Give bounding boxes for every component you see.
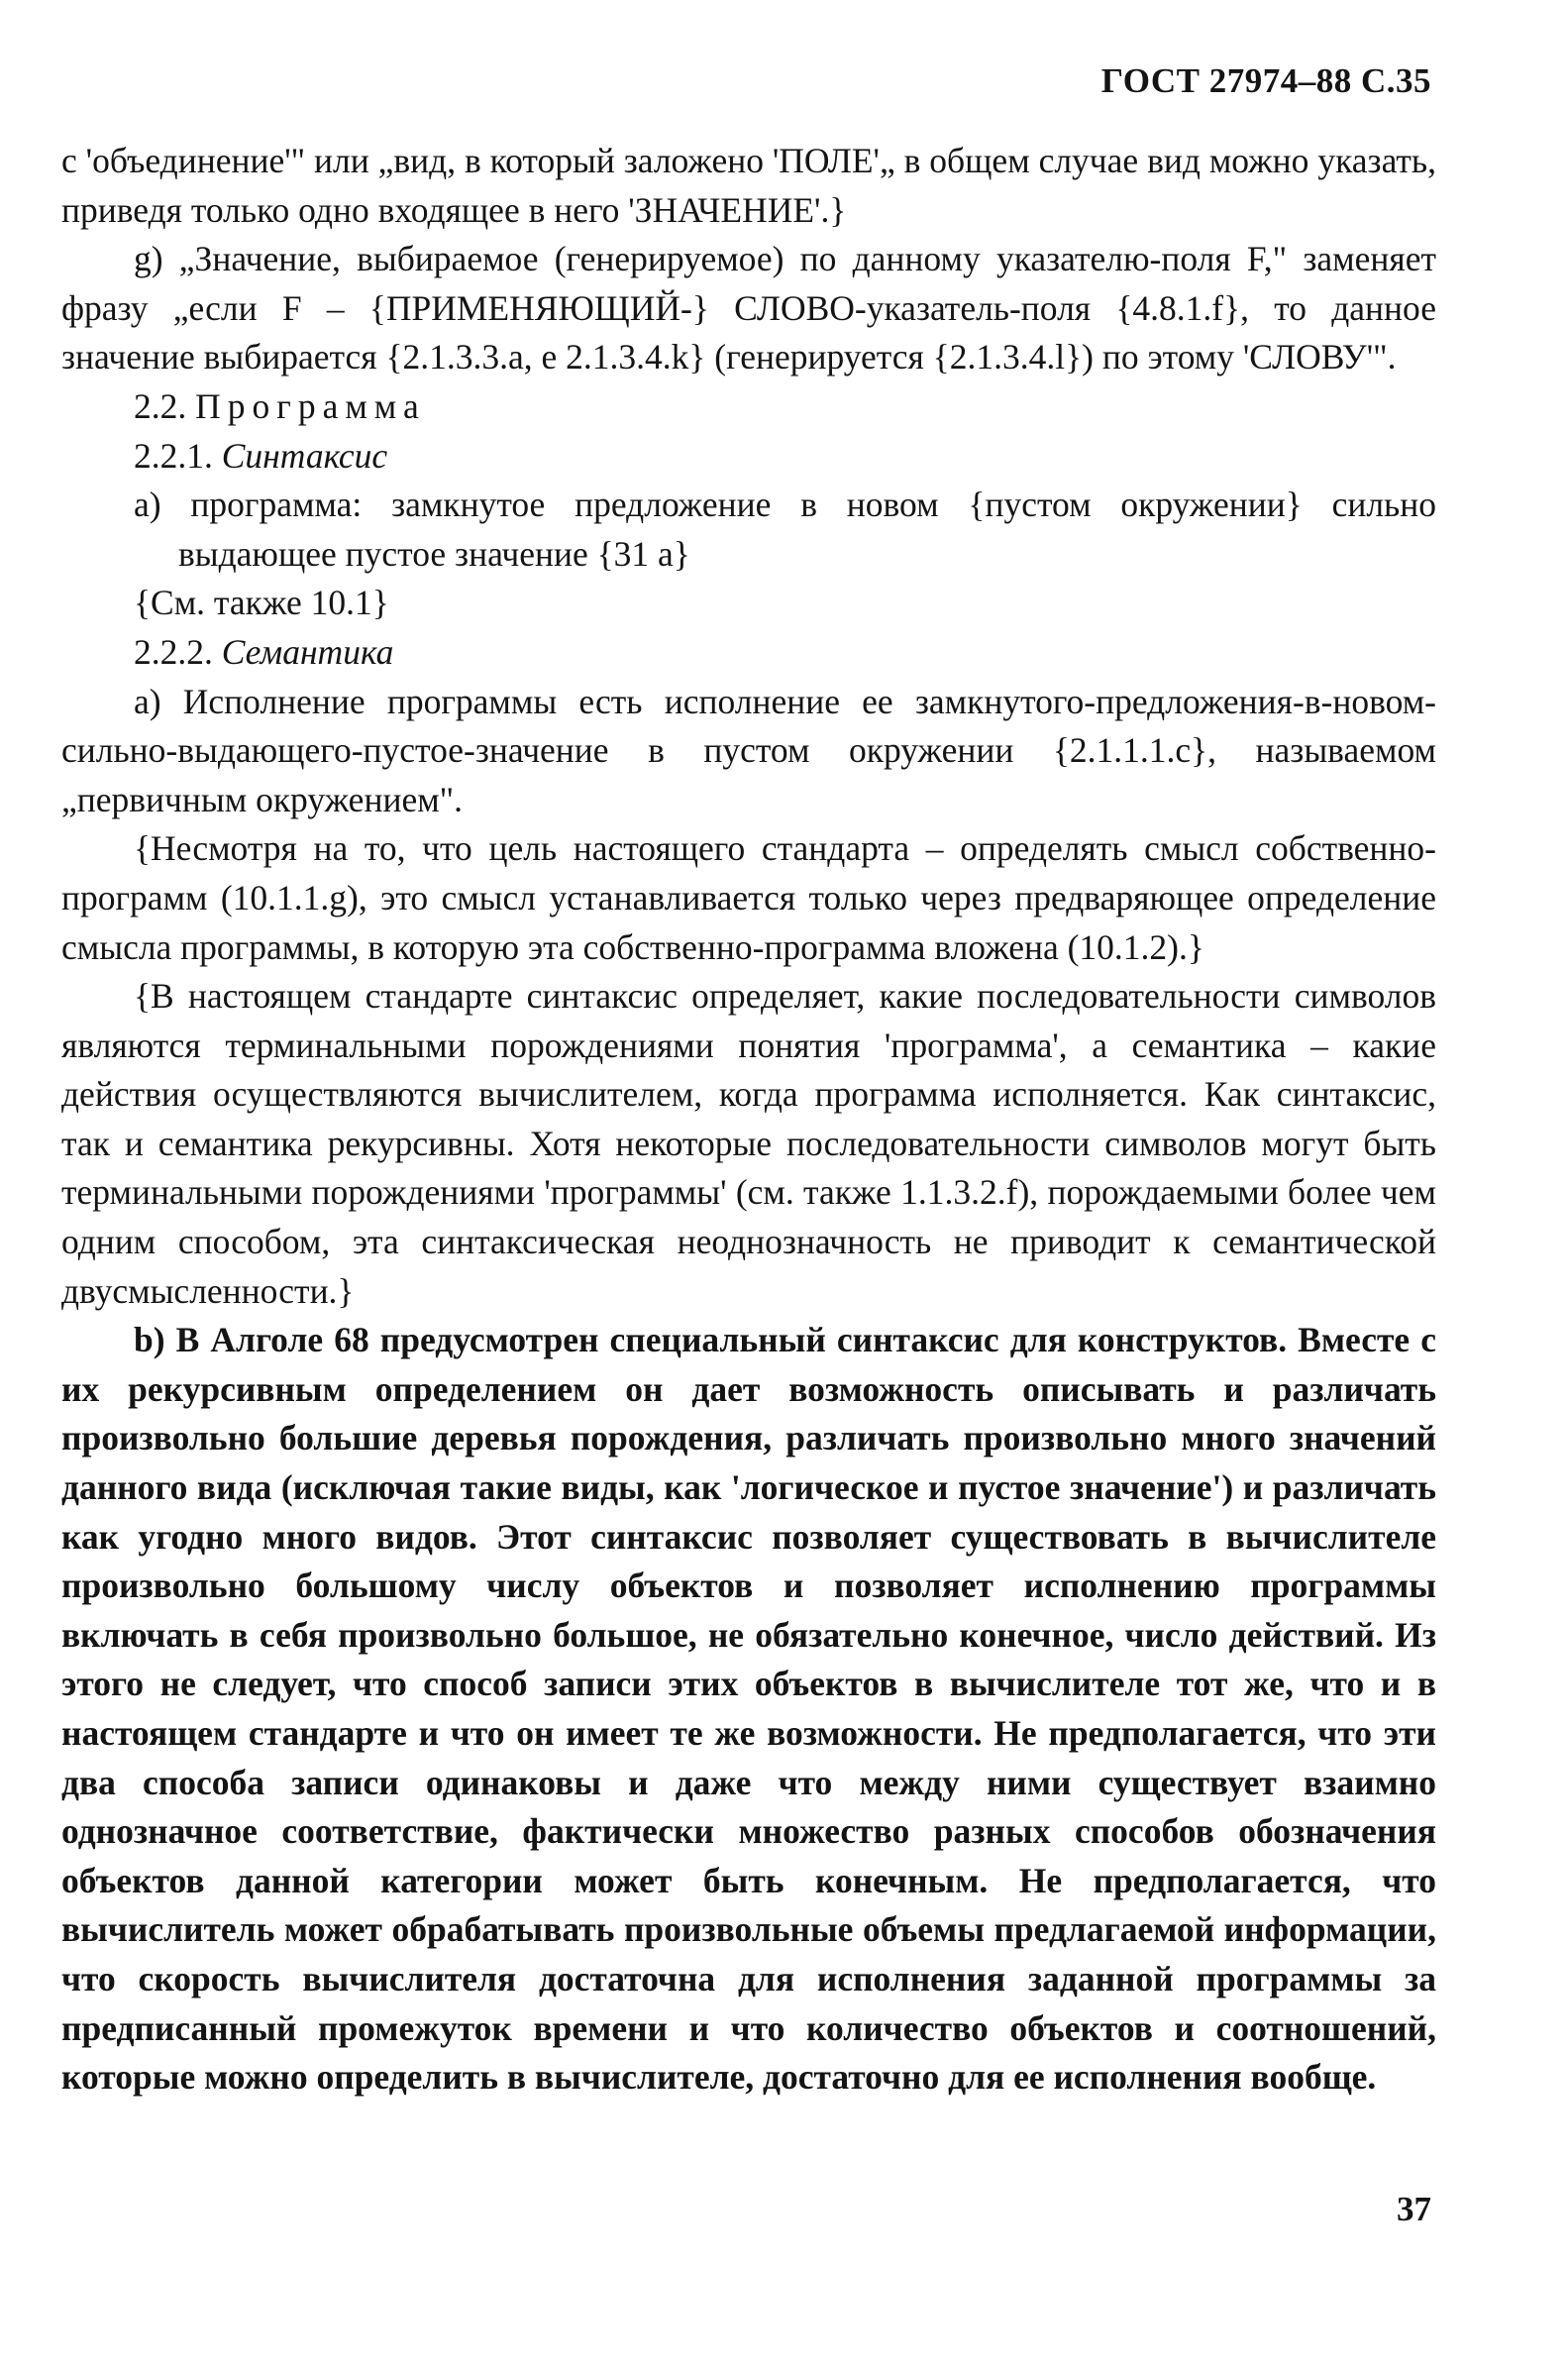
section-title: Программа [195, 385, 426, 426]
subsection-heading-semantics [61, 628, 1436, 678]
paragraph-note-syntax-semantics: {В настоящем стандарте синтаксис определяет, какие последовательности символов являются терминальными порождениями понятия 'программа', а семантика – какие действия осуществляются вычислителем, когда программа исполняется. Как синтаксис, так и семантика рекурсивны. Хотя некоторые последовательности символов могут быть терминальными порождениями 'программы' (см. также 1.1.3.2.f), порождаемыми более чем одним способом, эта синтаксическая неоднозначность не приводит к семантической двусмысленности.} [61, 976, 1436, 1311]
section-heading-program [61, 382, 1436, 432]
paragraph-item-g: g) „Значение, выбираемое (генерируемое) по данному указателю-поля F," заменяет фразу „если F – {ПРИМЕНЯЮЩИЙ-} СЛОВО-указатель-поля {4.8.1.f}, то данное значение выбирается {2.1.3.3.a, e 2.1.3.4.k} (генерируется {2.1.3.4.l}) по этому 'СЛОВУ'". [61, 239, 1436, 378]
page-number: 37 [1397, 2190, 1431, 2228]
paragraph-note-purpose: {Несмотря на то, что цель настоящего стандарта – определять смысл собственно-программ (10.1.1.g), это смысл устанавливается только через предваряющее определение смысла программы, в которую эта собственно-программа вложена (10.1.2).} [61, 828, 1436, 967]
subsection-number: 2.2.1. [134, 435, 222, 476]
paragraph-continuation: с 'объединение'" или „вид, в который заложено 'ПОЛЕ'„ в общем случае вид можно указать, приведя только одно входящее в него 'ЗНАЧЕНИЕ'.} [61, 141, 1436, 230]
document-body [61, 137, 1436, 2103]
standard-header: ГОСТ 27974–88 С.35 [1100, 61, 1431, 100]
subsection-title: Синтаксис [221, 435, 388, 476]
subsection-number: 2.2.2. [134, 631, 222, 672]
section-number: 2.2. [134, 385, 196, 426]
paragraph-semantics-a: a) Исполнение программы есть исполнение ее замкнутого-предложения-в-новом-сильно-выдающего-пустое-значение в пустом окружении {2.1.1.1.c}, называемом „первичным окружением". [61, 681, 1436, 819]
subsection-heading-syntax [61, 432, 1436, 482]
cross-reference: {См. также 10.1} [134, 583, 389, 623]
syntax-rule: a) программа: замкнутое предложение в новом {пустом окружении} сильно выдающее пустое значение {31 a} [134, 485, 1436, 574]
subsection-title: Семантика [221, 631, 394, 672]
paragraph-semantics-b: b) В Алголе 68 предусмотрен специальный синтаксис для конструктов. Вместе с их рекурсивным определением он дает возможность описывать и различать произвольно большие деревья порождения, различать произвольно много значений данного вида (исключая такие виды, как 'логическое и пустое значение') и различать как угодно много видов. Этот синтаксис позволяет существовать в вычислителе произвольно большому числу объектов и позволяет исполнению программы включать в себя произвольно большое, не обязательно конечное, число действий. Из этого не следует, что способ записи этих объектов в вычислителе тот же, что и в настоящем стандарте и что он имеет те же возможности. Не предполагается, что эти два способа записи одинаковы и даже что между ними существует взаимно однозначное соответствие, фактически множество разных способов обозначения объектов данной категории может быть конечным. Не предполагается, что вычислитель может обрабатывать произвольные объемы предлагаемой информации, что скорость вычислителя достаточна для исполнения заданной программы за предписанный промежуток времени и что количество объектов и соотношений, которые можно определить в вычислителе, достаточно для ее исполнения вообще. [61, 1320, 1436, 2098]
